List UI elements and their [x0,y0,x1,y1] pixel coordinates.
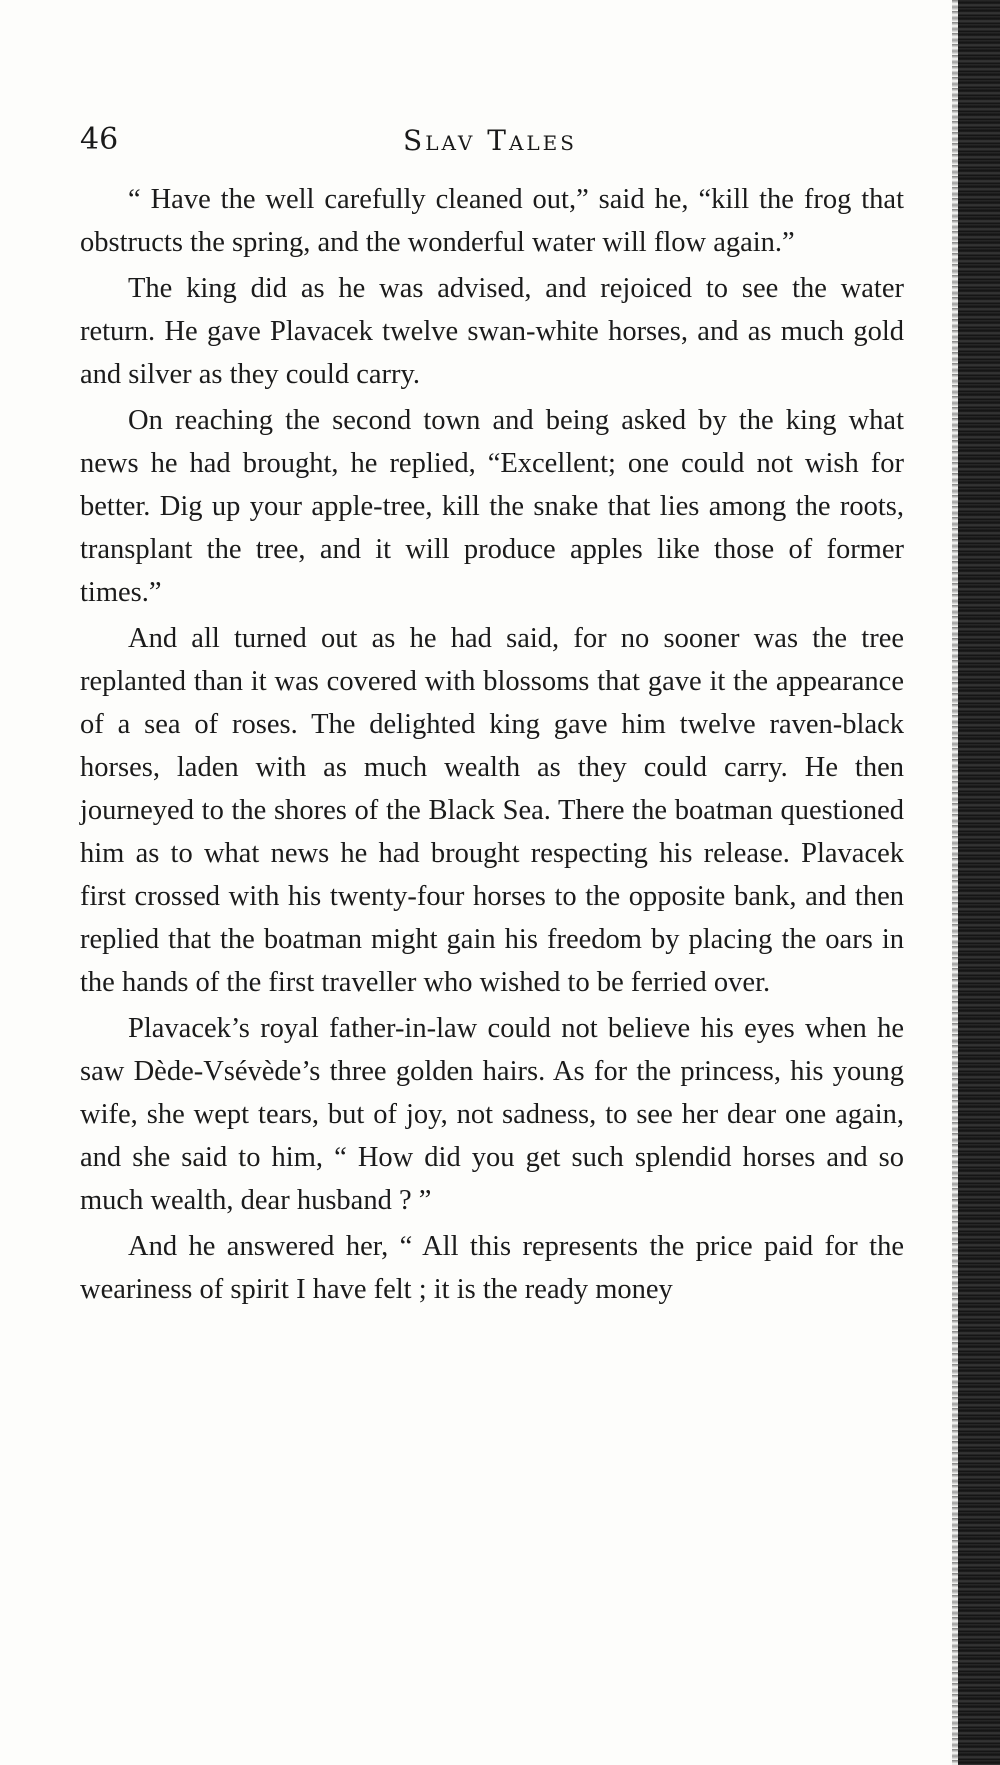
paragraph: “ Have the well carefully cleaned out,” said he, “kill the frog that obstructs the spring, and the wonderful water will flow again.” [80,184,904,258]
page-number: 46 [80,122,119,157]
body-text [80,178,904,1314]
paragraph: The king did as he was advised, and rejoiced to see the water return. He gave Plavacek twelve swan-white horses, and as much gold and silver as they could carry. [80,273,904,390]
running-title: Slav Tales [403,124,577,157]
running-head [80,122,900,166]
paragraph: Plavacek’s royal father-in-law could not believe his eyes when he saw Dède-Vsévède’s three golden hairs. As for the princess, his young wife, she wept tears, but of joy, not sadness, to see her dear one again, and she said to him, “ How did you get such splendid horses and so much wealth, dear husband ? ” [80,1013,904,1216]
paragraph: And all turned out as he had said, for no sooner was the tree replanted than it was covered with blossoms that gave it the appearance of a sea of roses. The delighted king gave him twelve raven-black horses, laden with as much wealth as they could carry. He then journeyed to the shores of the Black Sea. There the boatman questioned him as to what news he had brought respecting his release. Plavacek first crossed with his twenty-four horses to the opposite bank, and then replied that the boatman might gain his freedom by placing the oars in the hands of the first traveller who wished to be ferried over. [80,623,904,998]
paragraph: On reaching the second town and being asked by the king what news he had brought, he replied, “Excellent; one could not wish for better. Dig up your apple-tree, kill the snake that lies among the roots, transplant the tree, and it will produce apples like those of former times.” [80,405,904,608]
paragraph: And he answered her, “ All this represents the price paid for the weariness of spirit I have felt ; it is the ready money [80,1231,904,1305]
page-edge-shadow [958,0,1000,1765]
